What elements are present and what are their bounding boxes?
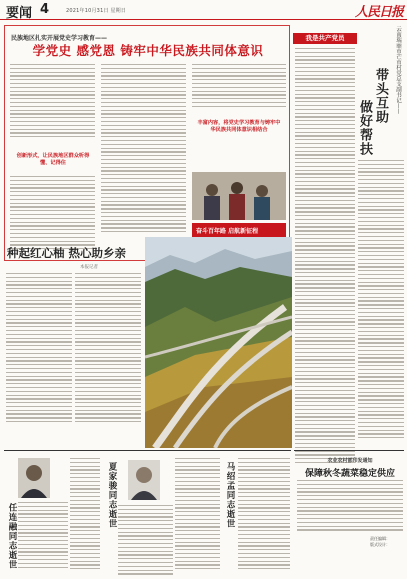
credit-designer: 版式设计： <box>370 542 390 547</box>
feature-body-col3 <box>192 64 286 110</box>
banner-line-1: 奋斗百年路 启航新征程 <box>196 228 259 235</box>
obituary-title-3[interactable]: 马绍孟同志逝世 <box>225 462 235 529</box>
side-kicker: 云南瑞丽市芒市村党总支副书记—— <box>395 26 401 114</box>
obituary-body-1b <box>70 458 100 572</box>
mountain-highway-illustration <box>145 237 292 448</box>
section-label: 要闻 <box>6 6 33 21</box>
pull-quote-left: 创新形式，让民族地区群众听得懂、记得住 <box>16 153 90 166</box>
notice-headline[interactable]: 保障秋冬蔬菜稳定供应 <box>304 469 395 479</box>
section-divider-right <box>294 450 404 451</box>
side-headline-2[interactable]: 做好帮扶 <box>357 100 372 156</box>
story2-headline[interactable]: 种起红心柚 热心助乡亲 <box>7 246 127 260</box>
side-body-text <box>295 48 355 466</box>
credit-editor: 责任编辑： <box>370 536 390 541</box>
obituary-body-3 <box>238 458 290 572</box>
newspaper-logo: 人民日报 <box>355 5 404 20</box>
side-body-text-2 <box>358 160 404 441</box>
obituary-body-2b <box>175 458 220 572</box>
people-illustration <box>192 172 286 220</box>
issue-date: 2021年10月31日 星期日 <box>66 8 127 14</box>
feature-kicker: 民族地区扎实开展党史学习教育—— <box>11 35 108 42</box>
feature-headline[interactable]: 学党史 感党恩 铸牢中华民族共同体意识 <box>32 43 264 58</box>
page-masthead <box>0 0 407 20</box>
obituary-portrait-2 <box>128 460 160 500</box>
pull-quote-right: 丰富内容，将党史学习教育与铸牢中华民族共同体意识相结合 <box>197 120 281 133</box>
highway-landscape-photo <box>145 237 292 448</box>
notice-kicker: 农业农村部印发通知 <box>327 458 373 464</box>
feature-photo <box>192 172 286 220</box>
lead-feature-box[interactable] <box>4 25 290 261</box>
story2-byline: 本报记者 <box>80 265 98 270</box>
section-divider <box>4 450 291 451</box>
notice-body-text <box>297 480 403 533</box>
story2-body-col1 <box>6 273 72 425</box>
portrait-2-image <box>128 460 160 500</box>
portrait-1-image <box>18 458 50 498</box>
obituary-title-2[interactable]: 夏家骏同志逝世 <box>107 462 117 529</box>
obituary-portrait-1 <box>18 458 50 498</box>
page-credits <box>370 536 390 548</box>
feature-body-col2 <box>101 64 186 235</box>
obituary-title-1[interactable]: 任连融同志逝世 <box>7 503 17 570</box>
feature-body-col1 <box>10 64 95 140</box>
page-number: 4 <box>40 2 50 17</box>
obituary-body-2 <box>118 505 173 577</box>
column-header-badge: 我是共产党员 <box>293 33 357 44</box>
side-headline-1[interactable]: 带头互助 <box>373 68 388 124</box>
feature-body-col1b <box>10 176 95 252</box>
obituary-body-1 <box>18 502 68 570</box>
story2-body-col2 <box>75 273 141 425</box>
